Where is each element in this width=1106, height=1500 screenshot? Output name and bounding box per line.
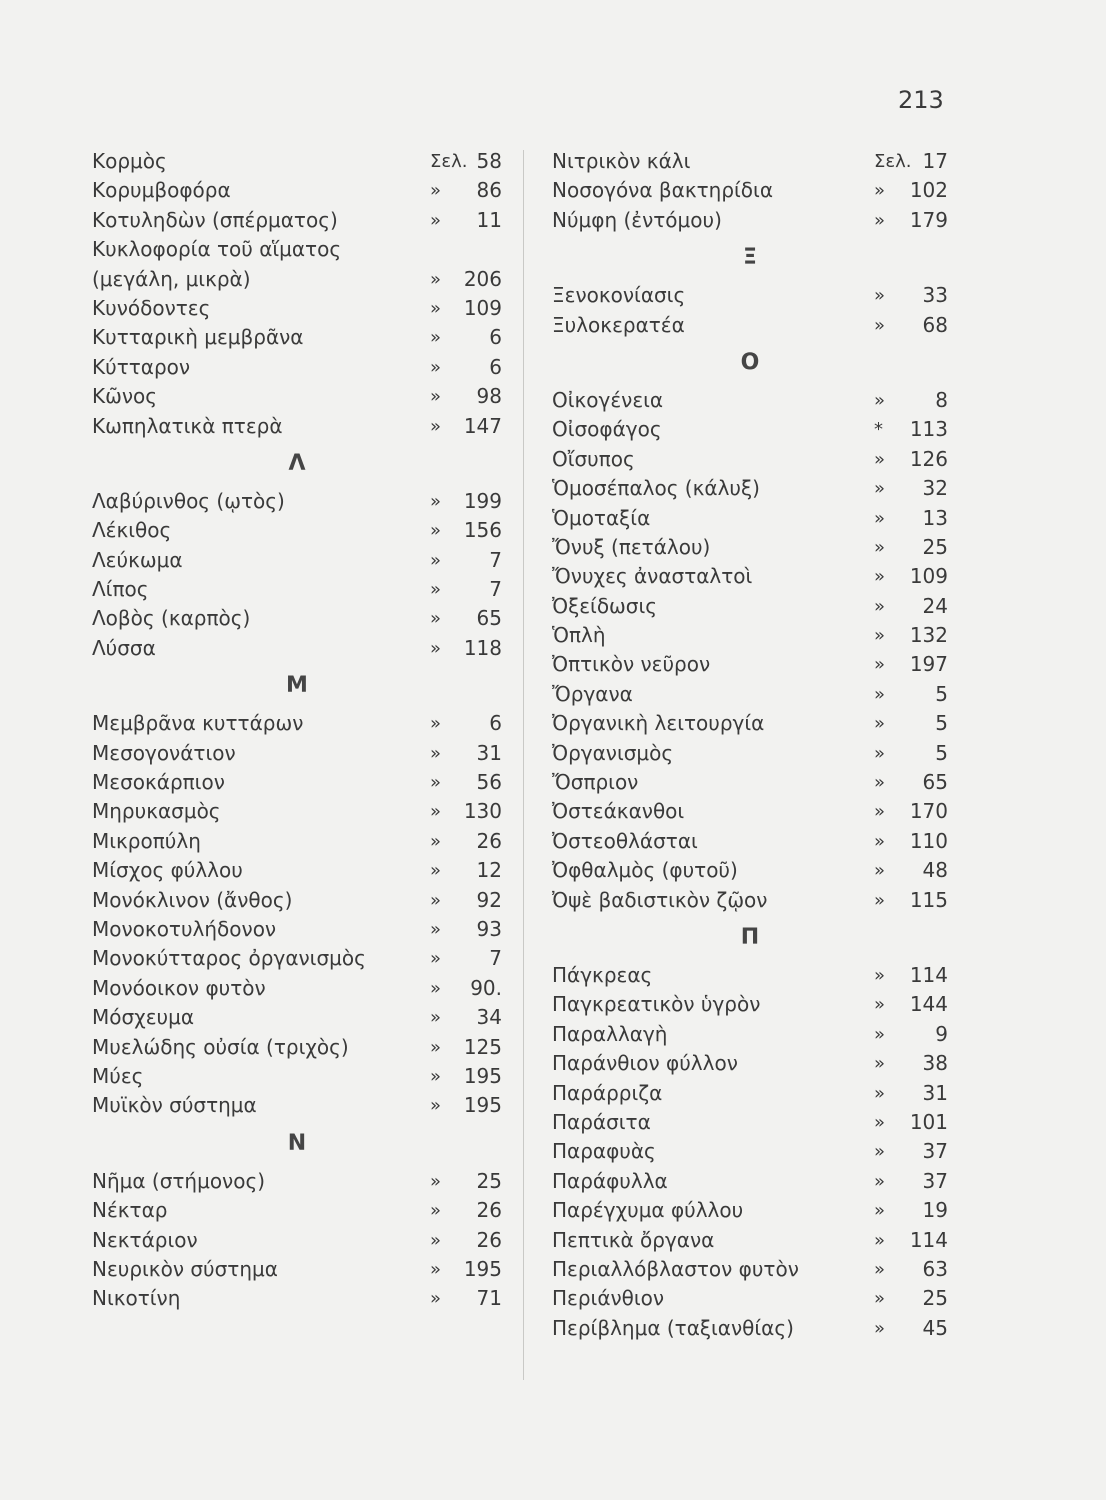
index-entry (552, 147, 948, 176)
index-entry (92, 1196, 502, 1225)
index-entry (552, 1284, 948, 1313)
index-term: Μονοκοτυλήδονον (92, 916, 277, 941)
page-reference: 31 (922, 1080, 948, 1105)
index-term: Παραφυὰς (552, 1139, 656, 1164)
page-reference: 9 (935, 1021, 948, 1046)
ditto-mark: » (430, 180, 442, 202)
page-reference: 98 (476, 384, 502, 409)
ditto-mark: Σελ. (430, 151, 468, 172)
index-entry (92, 974, 502, 1003)
index-term: Κοτυληδὼν (σπέρματος) (92, 207, 338, 232)
ditto-mark: » (430, 1095, 442, 1117)
index-entry (552, 1049, 948, 1078)
page-reference: 115 (909, 887, 948, 912)
page-reference: 26 (476, 1227, 502, 1252)
ditto-mark: » (874, 654, 886, 676)
index-term: Κωπηλατικὰ πτερὰ (92, 413, 283, 438)
index-entry (92, 323, 502, 352)
index-term: Μονόκλινον (ἄνθος) (92, 887, 293, 912)
index-entry (552, 1167, 948, 1196)
page-reference: 179 (909, 207, 948, 232)
index-term: Παράνθιον φύλλον (552, 1051, 738, 1076)
ditto-mark: » (430, 1229, 442, 1251)
page-reference: 26 (476, 1198, 502, 1223)
ditto-mark: » (874, 860, 886, 882)
index-term: Λύσσα (92, 635, 156, 660)
index-term: Κυτταρικὴ μεμβρᾶνα (92, 325, 304, 350)
index-term: Λαβύρινθος (ῳτὸς) (92, 488, 285, 513)
index-term: Πάγκρεας (552, 962, 653, 987)
index-entry (92, 604, 502, 633)
index-entry (552, 827, 948, 856)
index-term: (μεγάλη, μικρὰ) (92, 266, 251, 291)
ditto-mark: » (430, 860, 442, 882)
index-term: Ξυλοκερατέα (552, 312, 685, 337)
index-term: Ὀπτικὸν νεῦρον (552, 652, 711, 677)
page-reference: 19 (922, 1198, 948, 1223)
index-term: Νύμφη (ἐντόμου) (552, 207, 722, 232)
page-reference: 126 (909, 446, 948, 471)
index-term: Ὀψὲ βαδιστικὸν ζῷον (552, 887, 768, 912)
index-entry (552, 445, 948, 474)
page-reference: 113 (909, 417, 948, 442)
ditto-mark: » (874, 536, 886, 558)
index-entry (92, 1003, 502, 1032)
ditto-mark: » (874, 1141, 886, 1163)
index-term: Μονόοικον φυτὸν (92, 975, 266, 1000)
index-term: Παρέγχυμα φύλλου (552, 1198, 744, 1223)
ditto-mark: » (874, 1170, 886, 1192)
index-term: Λεύκωμα (92, 547, 183, 572)
index-term: Λοβὸς (καρπὸς) (92, 606, 251, 631)
index-term: Ὄνυξ (πετάλου) (552, 534, 711, 559)
index-term: Μεμβρᾶνα κυττάρων (92, 711, 304, 736)
index-term: Ὄσπριον (552, 770, 639, 795)
ditto-mark: » (430, 268, 442, 290)
index-entry (92, 739, 502, 768)
index-entry (552, 504, 948, 533)
column-divider (523, 150, 524, 1380)
section-letter-header: Ξ (743, 245, 757, 271)
ditto-mark: » (430, 386, 442, 408)
index-term: Μονοκύτταρος ὀργανισμὸς (92, 946, 366, 971)
page-reference: 6 (489, 711, 502, 736)
ditto-mark: » (874, 994, 886, 1016)
index-entry (552, 415, 948, 444)
page-reference: 68 (922, 312, 948, 337)
index-term: Κορμὸς (92, 149, 167, 173)
index-entry (92, 709, 502, 738)
index-entry (92, 265, 502, 294)
index-term: Περιάνθιον (552, 1286, 665, 1311)
index-entry (92, 235, 502, 264)
page-reference: 25 (922, 534, 948, 559)
index-term: Παράφυλλα (552, 1168, 668, 1193)
index-entry (92, 575, 502, 604)
index-entry (552, 961, 948, 990)
index-term: Μόσχευμα (92, 1005, 195, 1030)
page-reference: 195 (463, 1063, 502, 1088)
index-term: Νοσογόνα βακτηρίδια (552, 178, 773, 203)
page-reference: 101 (909, 1109, 948, 1134)
index-entry (92, 1167, 502, 1196)
index-term: Μίσχος φύλλου (92, 858, 243, 883)
section-letter-header: Ο (740, 349, 760, 375)
page-reference: 32 (922, 476, 948, 501)
index-term: Κῶνος (92, 384, 158, 409)
page-reference: 31 (476, 740, 502, 765)
index-term: Ὁμοσέπαλος (κάλυξ) (552, 476, 760, 501)
ditto-mark: » (874, 742, 886, 764)
page-reference: 71 (476, 1286, 502, 1311)
page-reference: 33 (922, 283, 948, 308)
index-term: Λίπος (92, 577, 149, 602)
ditto-mark: » (430, 549, 442, 571)
ditto-mark: » (874, 1288, 886, 1310)
ditto-mark: » (430, 1258, 442, 1280)
ditto-mark: » (874, 1111, 886, 1133)
index-term: Νῆμα (στήμονος) (92, 1168, 266, 1193)
page-reference: 7 (489, 547, 502, 572)
page-reference: 110 (909, 828, 948, 853)
page-reference: 17 (922, 149, 948, 173)
section-letter-header: Ν (287, 1130, 307, 1156)
ditto-mark: » (430, 520, 442, 542)
ditto-mark: » (874, 1023, 886, 1045)
index-term: Λέκιθος (92, 518, 172, 543)
index-column-right (552, 147, 948, 1343)
page-reference: 114 (909, 1227, 948, 1252)
page-reference: 206 (463, 266, 502, 291)
page-reference: 37 (922, 1139, 948, 1164)
index-entry (552, 739, 948, 768)
index-term: Κυνόδοντες (92, 295, 211, 320)
page-reference: 25 (476, 1168, 502, 1193)
index-entry (552, 386, 948, 415)
page-reference: 7 (489, 946, 502, 971)
index-term: Κύτταρον (92, 354, 191, 379)
page-reference: 8 (935, 387, 948, 412)
ditto-mark: » (874, 772, 886, 794)
page-reference: 65 (476, 606, 502, 631)
index-entry (552, 1314, 948, 1343)
ditto-mark: » (430, 415, 442, 437)
index-entry (552, 562, 948, 591)
page-reference: 6 (489, 325, 502, 350)
ditto-mark: » (874, 478, 886, 500)
ditto-mark: » (874, 448, 886, 470)
index-entry (552, 1020, 948, 1049)
ditto-mark: » (874, 389, 886, 411)
index-term: Μυελώδης οὐσία (τριχὸς) (92, 1034, 349, 1059)
page-reference: 24 (922, 593, 948, 618)
index-entry (92, 634, 502, 663)
index-term: Μυϊκὸν σύστημα (92, 1093, 257, 1118)
ditto-mark: » (874, 801, 886, 823)
index-entry (552, 1255, 948, 1284)
index-term: Κορυμβοφόρα (92, 178, 231, 203)
index-entry (92, 1033, 502, 1062)
page-reference: 197 (909, 652, 948, 677)
page-reference: 34 (476, 1005, 502, 1030)
index-entry (552, 709, 948, 738)
index-term: Πεπτικὰ ὄργανα (552, 1227, 715, 1252)
page-reference: 45 (922, 1315, 948, 1340)
index-entry (552, 474, 948, 503)
index-term: Οἴσυπος (552, 446, 635, 471)
page-reference: 25 (922, 1286, 948, 1311)
ditto-mark: » (430, 948, 442, 970)
ditto-mark: » (430, 772, 442, 794)
page-reference: 13 (922, 505, 948, 530)
ditto-mark: Σελ. (874, 151, 912, 172)
page-reference: 132 (909, 623, 948, 648)
index-term: Ὀφθαλμὸς (φυτοῦ) (552, 858, 738, 883)
ditto-mark: » (430, 608, 442, 630)
page-reference: 125 (463, 1034, 502, 1059)
index-entry (92, 768, 502, 797)
ditto-mark: » (430, 1170, 442, 1192)
index-term: Παραλλαγὴ (552, 1021, 668, 1046)
index-term: Περιαλλόβλαστον φυτὸν (552, 1256, 799, 1281)
index-term: Κυκλοφορία τοῦ αἵματος (92, 237, 342, 262)
ditto-mark: » (430, 918, 442, 940)
section-letter-header: Λ (288, 450, 306, 476)
page-reference: 109 (463, 295, 502, 320)
index-term: Παράσιτα (552, 1109, 651, 1134)
ditto-mark: » (874, 1258, 886, 1280)
page-reference: 5 (935, 740, 948, 765)
index-term: Μεσοκάρπιον (92, 770, 225, 795)
index-entry (552, 886, 948, 915)
ditto-mark: » (430, 297, 442, 319)
index-entry (92, 856, 502, 885)
ditto-mark: » (874, 683, 886, 705)
ditto-mark: » (874, 713, 886, 735)
ditto-mark: » (430, 637, 442, 659)
index-entry (552, 856, 948, 885)
index-entry (552, 176, 948, 205)
index-term: Νέκταρ (92, 1198, 168, 1223)
index-term: Ὁμοταξία (552, 505, 651, 530)
index-entry (92, 382, 502, 411)
ditto-mark: » (874, 1200, 886, 1222)
index-term: Ὄνυχες ἀνασταλτοὶ (552, 564, 753, 589)
page-number: 213 (898, 86, 944, 114)
index-term: Παράρριζα (552, 1080, 663, 1105)
page-reference: 195 (463, 1256, 502, 1281)
index-entry (92, 294, 502, 323)
index-entry (552, 1108, 948, 1137)
index-term: Ὁπλὴ (552, 623, 606, 648)
index-entry (92, 206, 502, 235)
ditto-mark: » (430, 490, 442, 512)
page-reference: 102 (909, 178, 948, 203)
ditto-mark: » (874, 209, 886, 231)
index-entry (552, 592, 948, 621)
page-reference: 130 (463, 799, 502, 824)
index-entry (92, 147, 502, 176)
page-reference: 56 (476, 770, 502, 795)
page-reference: 114 (909, 962, 948, 987)
ditto-mark: » (430, 1065, 442, 1087)
index-entry (92, 516, 502, 545)
index-entry (552, 1226, 948, 1255)
page-reference: 109 (909, 564, 948, 589)
page-reference: 5 (935, 711, 948, 736)
page-reference: 37 (922, 1168, 948, 1193)
index-entry (92, 412, 502, 441)
index-entry (92, 797, 502, 826)
ditto-mark: » (430, 356, 442, 378)
index-term: Ὀξείδωσις (552, 593, 657, 618)
ditto-mark: » (430, 889, 442, 911)
ditto-mark: » (874, 285, 886, 307)
index-entry (552, 990, 948, 1019)
index-entry (92, 1255, 502, 1284)
index-term: Παγκρεατικὸν ὑγρὸν (552, 992, 761, 1017)
index-term: Νικοτίνη (92, 1286, 181, 1311)
index-entry (92, 886, 502, 915)
index-entry (552, 797, 948, 826)
ditto-mark: » (874, 830, 886, 852)
index-entry (552, 1079, 948, 1108)
index-term: Ξενοκονίασις (552, 283, 686, 308)
index-entry (92, 1062, 502, 1091)
index-term: Ὀστεοθλάσται (552, 828, 698, 853)
index-entry (552, 281, 948, 310)
ditto-mark: » (430, 1288, 442, 1310)
page-reference: 195 (463, 1093, 502, 1118)
index-term: Οἰκογένεια (552, 387, 664, 412)
index-entry (552, 533, 948, 562)
ditto-mark: » (874, 1317, 886, 1339)
page-reference: 147 (463, 413, 502, 438)
index-term: Ὀστεάκανθοι (552, 799, 685, 824)
page-reference: 199 (463, 488, 502, 513)
index-entry (92, 353, 502, 382)
ditto-mark: » (430, 579, 442, 601)
page-reference: 63 (922, 1256, 948, 1281)
index-entry (92, 1091, 502, 1120)
page-reference: 170 (909, 799, 948, 824)
ditto-mark: » (430, 1200, 442, 1222)
index-entry (552, 621, 948, 650)
index-term: Μεσογονάτιον (92, 740, 236, 765)
index-entry (92, 487, 502, 516)
index-entry (552, 680, 948, 709)
ditto-mark: » (430, 1007, 442, 1029)
index-entry (552, 768, 948, 797)
index-entry (552, 1196, 948, 1225)
index-entry (92, 915, 502, 944)
index-term: Ὄργανα (552, 681, 633, 706)
page-reference: 144 (909, 992, 948, 1017)
index-term: Μηρυκασμὸς (92, 799, 221, 824)
ditto-mark: » (874, 889, 886, 911)
page-reference: 156 (463, 518, 502, 543)
index-column-left (92, 147, 502, 1314)
section-letter-header: Μ (286, 673, 308, 699)
ditto-mark: * (874, 419, 883, 441)
ditto-mark: » (430, 801, 442, 823)
index-term: Μύες (92, 1063, 144, 1088)
index-term: Μικροπύλη (92, 828, 201, 853)
page-reference: 6 (489, 354, 502, 379)
page-reference: 38 (922, 1051, 948, 1076)
index-term: Νιτρικὸν κάλι (552, 149, 691, 173)
ditto-mark: » (430, 830, 442, 852)
index-entry (92, 176, 502, 205)
index-term: Νεκτάριον (92, 1227, 198, 1252)
index-term: Νευρικὸν σύστημα (92, 1256, 278, 1281)
index-entry (92, 1284, 502, 1313)
ditto-mark: » (874, 566, 886, 588)
index-entry (552, 311, 948, 340)
ditto-mark: » (874, 964, 886, 986)
ditto-mark: » (874, 507, 886, 529)
index-term: Οἰσοφάγος (552, 417, 662, 442)
index-entry (92, 827, 502, 856)
ditto-mark: » (430, 713, 442, 735)
page-reference: 118 (463, 635, 502, 660)
section-letter-header: Π (740, 924, 760, 950)
page-reference: 58 (476, 149, 502, 173)
ditto-mark: » (874, 625, 886, 647)
ditto-mark: » (874, 1229, 886, 1251)
page-reference: 90. (470, 975, 502, 1000)
ditto-mark: » (874, 180, 886, 202)
ditto-mark: » (430, 209, 442, 231)
page-reference: 11 (476, 207, 502, 232)
index-entry (92, 944, 502, 973)
index-entry (552, 206, 948, 235)
index-entry (92, 546, 502, 575)
page-reference: 65 (922, 770, 948, 795)
ditto-mark: » (874, 314, 886, 336)
page-reference: 26 (476, 828, 502, 853)
index-entry (92, 1226, 502, 1255)
index-term: Ὀργανικὴ λειτουργία (552, 711, 765, 736)
page-reference: 12 (476, 858, 502, 883)
ditto-mark: » (430, 1036, 442, 1058)
ditto-mark: » (874, 595, 886, 617)
page-reference: 93 (476, 916, 502, 941)
index-entry (552, 1137, 948, 1166)
index-term: Περίβλημα (ταξιανθίας) (552, 1315, 794, 1340)
index-entry (552, 650, 948, 679)
page-reference: 5 (935, 681, 948, 706)
page-reference: 92 (476, 887, 502, 912)
page-reference: 48 (922, 858, 948, 883)
ditto-mark: » (430, 742, 442, 764)
ditto-mark: » (430, 327, 442, 349)
index-term: Ὀργανισμὸς (552, 740, 674, 765)
ditto-mark: » (430, 977, 442, 999)
page-reference: 7 (489, 577, 502, 602)
page-reference: 86 (476, 178, 502, 203)
ditto-mark: » (874, 1053, 886, 1075)
ditto-mark: » (874, 1082, 886, 1104)
